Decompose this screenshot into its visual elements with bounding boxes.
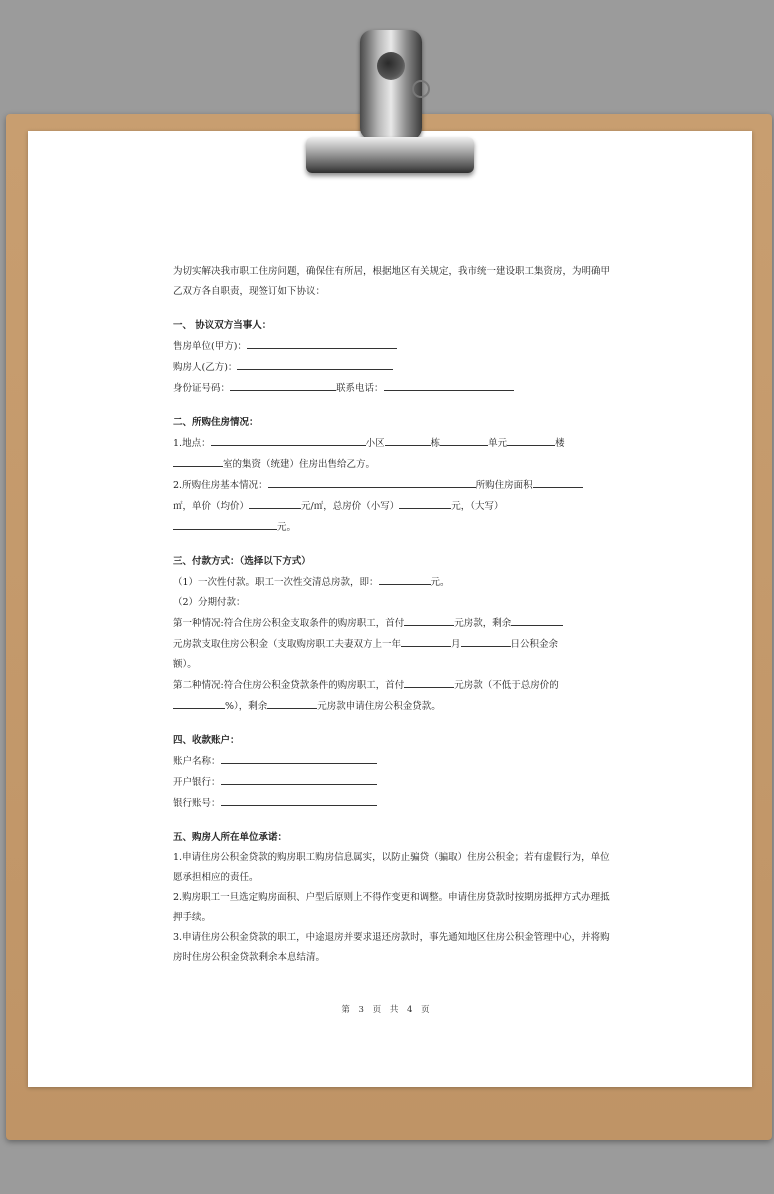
case2-line-2 [173,696,613,717]
unit-price-label: ㎡，单价（均价） [173,501,250,512]
unit-suffix: 单元 [488,438,508,449]
case1-label: 第一种情况:符合住房公积金支取条件的购房职工，首付 [173,618,405,629]
account-number-label: 银行账号： [173,798,221,809]
floor-field[interactable] [507,433,555,446]
seller-line [173,336,613,357]
page-number: 第 3 页 共 4 页 [341,1005,433,1015]
total-upper-label: 元，（大写） [451,501,504,512]
promise-1: 1.申请住房公积金贷款的购房职工购房信息属实，以防止骗贷（骗取）住房公积金；若有虚假行为，单位愿承担相应的责任。 [173,852,610,883]
unit-field[interactable] [440,433,488,446]
total-price-label: 元/㎡，总房价（小写） [301,501,400,512]
case2-percent-label: %），剩余 [225,701,268,712]
case2-down-field[interactable] [404,675,454,688]
seller-label: 售房单位(甲方)： [173,341,247,352]
basic-info-field[interactable] [268,475,476,488]
basic-info-line [173,475,613,496]
bank-field[interactable] [221,772,377,785]
promise-2: 2.购房职工一旦选定购房面积、户型后原则上不得作变更和调整。申请住房贷款时按期房抵押方式办理抵押手续。 [173,892,610,923]
location-line [173,433,613,454]
case2-rest-label: 元房款（不低于总房价的 [454,680,559,691]
clip-hole [377,52,405,80]
buyer-line [173,357,613,378]
day-label: 日公积金余 [510,639,559,650]
clip-base [306,137,474,173]
district-suffix: 小区 [365,438,385,449]
section-2-heading: 二、所购住房情况： [173,417,259,428]
case1-rest-label: 元房款，剩余 [454,618,512,629]
room-field[interactable] [173,454,223,467]
account-number-line [173,793,613,814]
room-text: 室的集资（统建）住房出售给乙方。 [223,459,376,470]
basic-info-label: 2.所购住房基本情况： [173,480,268,491]
lump-sum-suffix: 元。 [430,577,450,588]
case1-fund-text: 元房款支取住房公积金（支取购房职工夫妻双方上一年 [173,639,402,650]
section-3-heading: 三、付款方式：（选择以下方式） [173,556,311,567]
case2-label: 第二种情况:符合住房公积金贷款条件的购房职工，首付 [173,680,405,691]
location-label: 1.地点： [173,438,211,449]
intro-paragraph: 为切实解决我市职工住房问题，确保住有所居，根据地区有关规定，我市统一建设职工集资房，为明确甲乙双方各自职责，现签订如下协议： [173,266,611,297]
building-suffix: 栋 [430,438,441,449]
unit-price-field[interactable] [249,496,301,509]
buyer-label: 购房人(乙方)： [173,362,238,373]
case1-line [173,613,613,634]
month-label: 月 [451,639,461,650]
id-label: 身份证号码： [173,383,231,394]
section-4-heading: 四、收款账户： [173,735,240,746]
section-1-heading: 一、 协议双方当事人： [173,320,272,331]
buyer-field[interactable] [237,357,393,370]
account-name-label: 账户名称： [173,756,221,767]
lump-sum-field[interactable] [379,572,431,585]
district-field[interactable] [211,433,366,446]
case2-loan-text: 元房款申请住房公积金贷款。 [317,701,441,712]
case2-rest-field[interactable] [267,696,317,709]
floor-suffix: 楼 [555,438,565,449]
section-5-heading: 五、购房人所在单位承诺： [173,832,288,843]
document-body [173,262,613,968]
bank-line [173,772,613,793]
price-line [173,496,613,517]
area-field[interactable] [533,475,583,488]
area-label: 所购住房面积 [475,480,533,491]
promise-3: 3.申请住房公积金贷款的职工，中途退房并要求退还房款时，事先通知地区住房公积金管理中心，并将购房时住房公积金贷款剩余本息结清。 [173,932,610,963]
seller-field[interactable] [247,336,397,349]
case1-day-field[interactable] [461,634,511,647]
installment-line: （2）分期付款： [173,597,246,608]
phone-field[interactable] [384,378,514,391]
building-field[interactable] [385,433,431,446]
bank-label: 开户银行： [173,777,221,788]
account-name-field[interactable] [221,751,377,764]
case1-month-field[interactable] [401,634,451,647]
total-price-field[interactable] [399,496,451,509]
yuan-suffix: 元。 [277,522,297,533]
account-number-field[interactable] [221,793,377,806]
case1-rest-field[interactable] [511,613,563,626]
id-line [173,378,613,399]
clip-wire [412,80,430,98]
lump-sum-label: （1）一次性付款。职工一次性交清总房款，即： [173,577,379,588]
total-upper-line [173,517,613,538]
phone-label: 联系电话： [336,383,384,394]
room-line [173,454,613,475]
id-field[interactable] [230,378,336,391]
lump-sum-line [173,572,613,593]
account-name-line [173,751,613,772]
case2-line [173,675,613,696]
case1-line-2 [173,634,613,655]
case1-down-field[interactable] [404,613,454,626]
case2-percent-field[interactable] [173,696,225,709]
total-upper-field[interactable] [173,517,277,530]
case1-line-3: 额）。 [173,659,197,670]
